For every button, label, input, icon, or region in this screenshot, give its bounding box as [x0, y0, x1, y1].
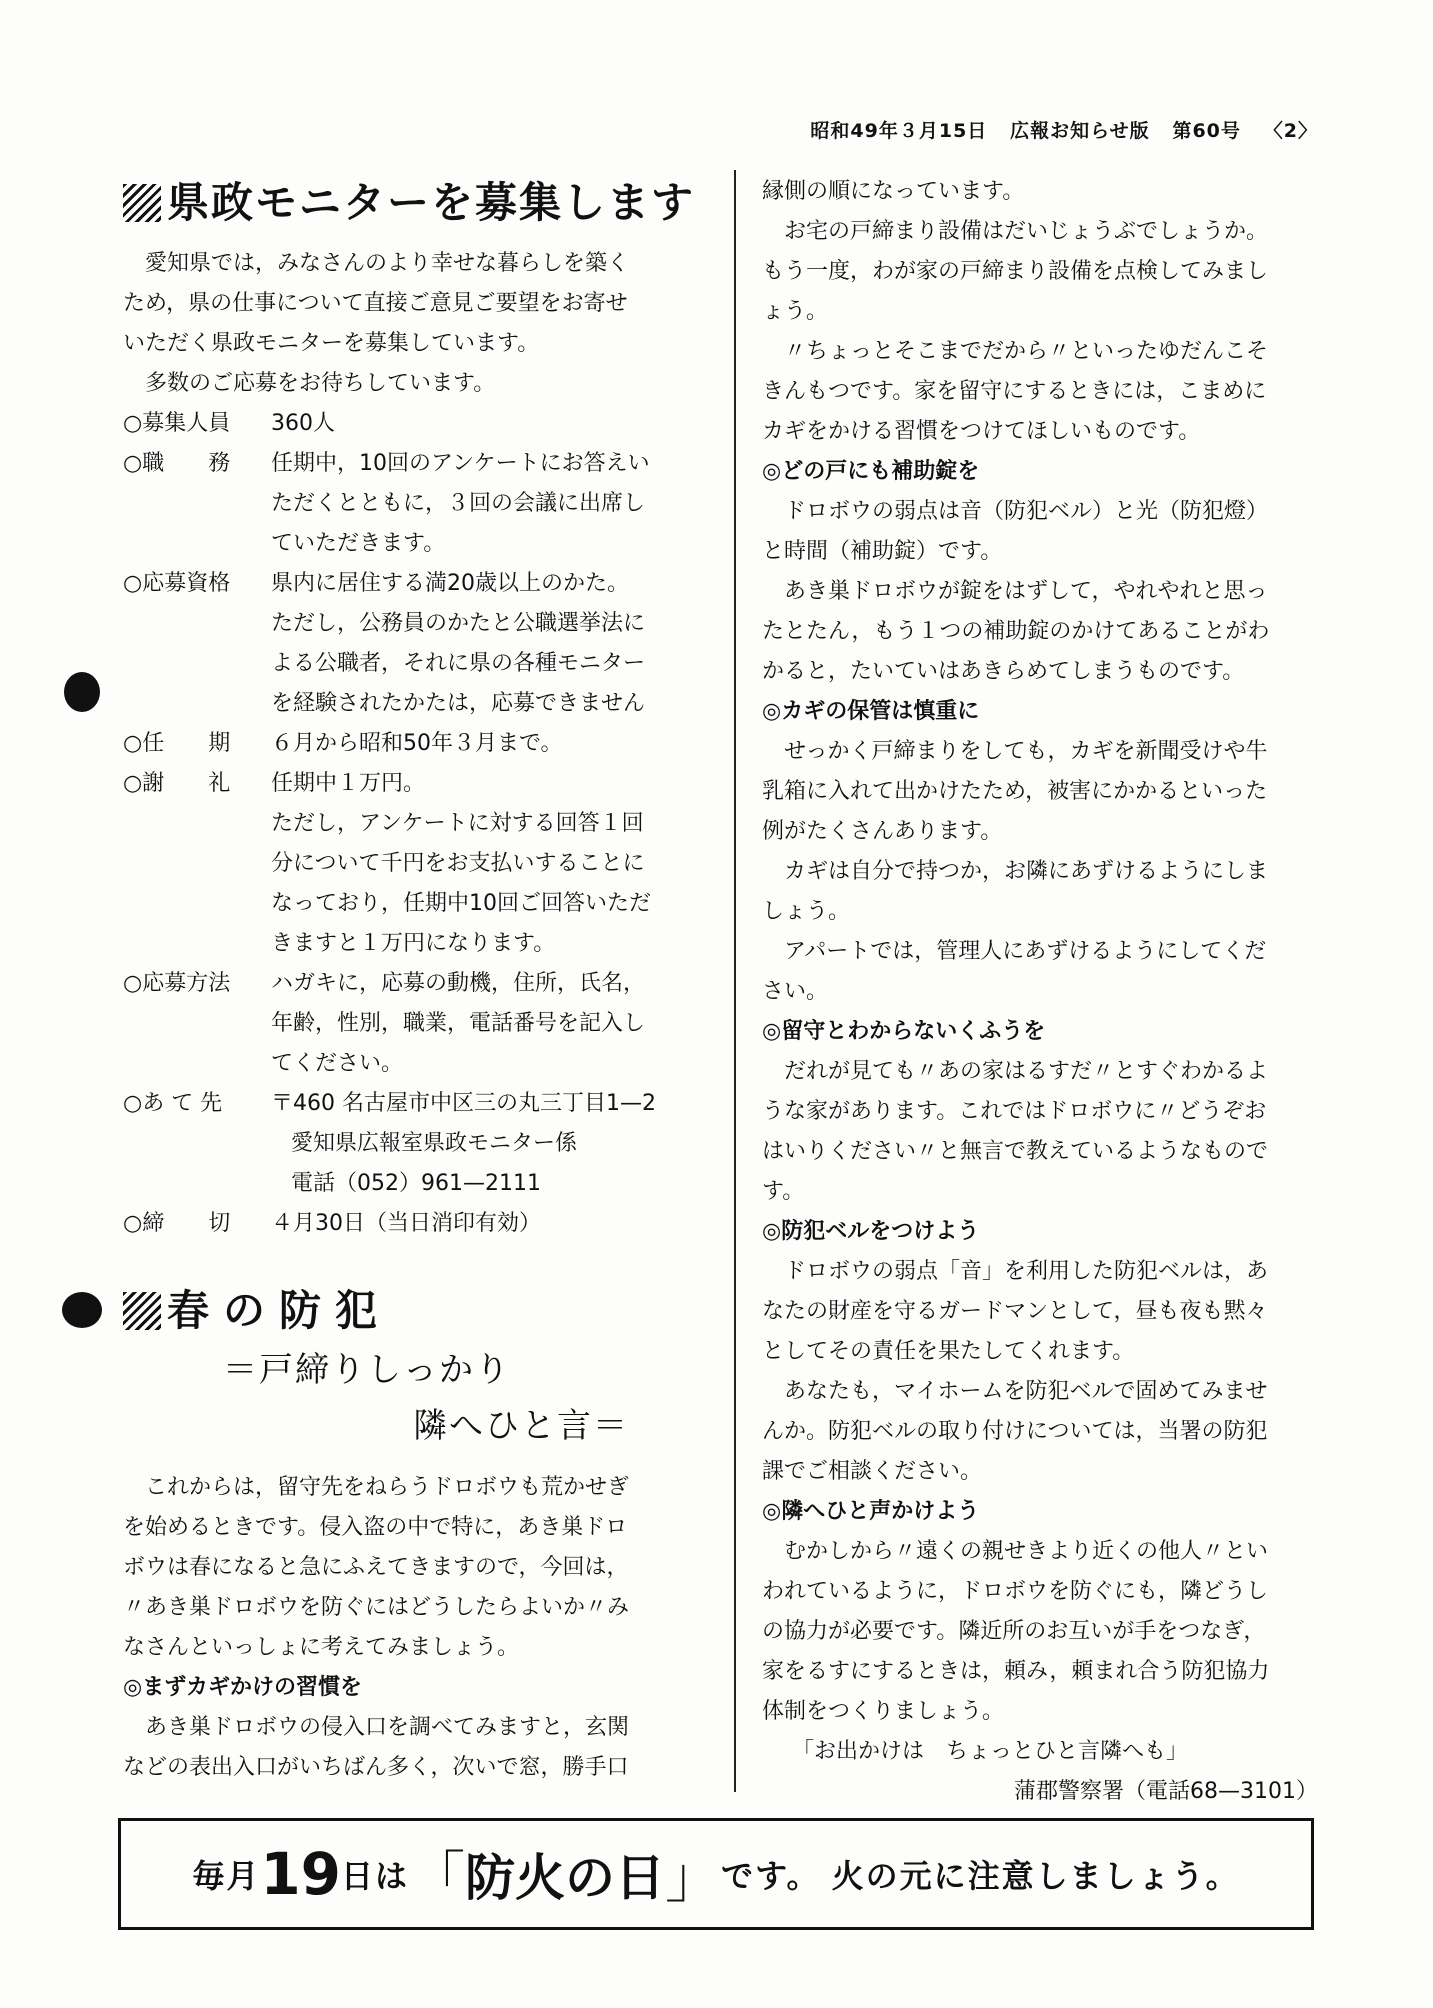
issue-number: 第60号	[1172, 120, 1241, 142]
crime-body-line: むかしから〃遠くの親せきより近くの他人〃とい	[784, 1539, 1269, 1564]
publication-name: 広報お知らせ版	[1010, 120, 1150, 142]
page-number: 〈2〉	[1263, 120, 1318, 142]
item-label: ○謝 礼	[123, 771, 231, 796]
banner-bracket-open: 「	[409, 1846, 466, 1911]
crime-body-line: あき巣ドロボウが錠をはずして，やれやれと思っ	[784, 579, 1268, 604]
crime-body-line: だれが見ても〃あの家はるすだ〃とすぐわかるよ	[784, 1059, 1269, 1084]
item-value: 愛知県広報室県政モニター係	[291, 1131, 578, 1156]
monitor-item	[123, 964, 705, 1084]
crime-slogan: 「お出かけは ちょっとひと言隣へも」	[792, 1739, 1189, 1764]
subhead-hide-absence: ◎留守とわからないくふうを	[762, 1019, 1046, 1044]
item-value: なっており，任期中10回ご回答いただ	[271, 891, 651, 916]
item-label: ○任 期	[123, 731, 231, 756]
item-value: ４月30日（当日消印有効）	[271, 1211, 541, 1236]
crime-body-line: たとたん，もう１つの補助錠のかけてあることがわ	[762, 619, 1270, 644]
monitor-section-title	[123, 172, 705, 234]
item-value: ハガキに，応募の動機，住所，氏名，	[271, 971, 646, 996]
monitor-intro-line: いただく県政モニターを募集しています。	[123, 331, 540, 356]
item-value: ただし，アンケートに対する回答１回	[271, 811, 644, 836]
banner-text: 日は	[341, 1857, 410, 1895]
monitor-intro-line: ため，県の仕事について直接ご意見ご要望をお寄せ	[123, 291, 628, 316]
crime-body-line: カギは自分で持つか，お隣にあずけるようにしま	[784, 859, 1269, 884]
subhead-aux-lock: ◎どの戸にも補助錠を	[762, 459, 980, 484]
hatch-icon	[123, 1292, 161, 1330]
banner-fire-day: 防火の日	[465, 1849, 666, 1907]
item-value: 360人	[271, 411, 335, 436]
item-value: 分について千円をお支払いすることに	[271, 851, 645, 876]
crime-tagline-1: ＝戸締りしっかり	[223, 1350, 511, 1390]
monitor-item	[123, 764, 705, 964]
crime-intro-line: ボウは春になると急にふえてきますので，今回は，	[123, 1555, 629, 1580]
right-column	[762, 172, 1338, 1812]
crime-body-line: と時間（補助錠）です。	[762, 539, 1003, 564]
item-label: ○あ て 先	[123, 1091, 223, 1116]
banner-text: です。	[721, 1857, 821, 1895]
banner-day-number: 19	[260, 1840, 342, 1908]
crime-body-line: などの表出入口がいちばん多く，次いで窓，勝手口	[123, 1755, 629, 1780]
subhead-neighbor: ◎隣へひと声かけよう	[762, 1499, 980, 1524]
crime-body-line: アパートでは，管理人にあずけるようにしてくだ	[784, 939, 1267, 964]
crime-body-line: あき巣ドロボウの侵入口を調べてみますと，玄関	[145, 1715, 630, 1740]
item-value: 任期中，10回のアンケートにお答えい	[271, 451, 650, 476]
crime-body-line: 乳箱に入れて出かけたため，被害にかかるといった	[762, 779, 1268, 804]
banner-text: 毎月	[192, 1857, 261, 1895]
subhead-key-habit: ◎まずカギかけの習慣を	[123, 1675, 362, 1700]
hatch-icon	[123, 184, 161, 222]
crime-body-line: あなたも，マイホームを防犯ベルで固めてみませ	[784, 1379, 1268, 1404]
monitor-intro2: 多数のご応募をお待ちしています。	[145, 371, 496, 396]
crime-body-line: しょう。	[762, 899, 851, 924]
monitor-item	[123, 724, 705, 764]
crime-body-line: うな家があります。これではドロボウに〃どうぞお	[762, 1099, 1267, 1124]
issue-date: 昭和49年３月15日	[810, 120, 988, 142]
crime-section-title	[123, 1280, 705, 1342]
crime-title-text: 春の防犯	[167, 1286, 392, 1335]
monitor-title-text: 県政モニターを募集します	[167, 178, 696, 227]
banner-warning: 火の元に注意しましょう。	[831, 1857, 1240, 1895]
item-label: ○応募資格	[123, 571, 231, 596]
item-value: よる公職者，それに県の各種モニター	[271, 651, 646, 676]
crime-body-line: 家をるすにするときは，頼み，頼まれ合う防犯協力	[762, 1659, 1270, 1684]
crime-intro-line: なさんといっしょに考えてみましょう。	[123, 1635, 520, 1660]
page-header	[810, 116, 1318, 143]
crime-body-line: カギをかける習慣をつけてほしいものです。	[762, 419, 1201, 444]
item-value: 任期中１万円。	[271, 771, 426, 796]
monitor-item	[123, 1084, 705, 1204]
crime-body-line: 課でご相談ください。	[762, 1459, 983, 1484]
monitor-item	[123, 564, 705, 724]
crime-body-line: もう一度，わが家の戸締まり設備を点検してみまし	[762, 259, 1269, 284]
crime-body-line: はいりください〃と無言で教えているようなもので	[762, 1139, 1269, 1164]
left-column	[123, 172, 705, 1788]
crime-body-line: きんもつです。家を留守にするときには，こまめに	[762, 379, 1267, 404]
crime-body-line: かると，たいていはあきらめてしまうものです。	[762, 659, 1245, 684]
item-label: ○締 切	[123, 1211, 231, 1236]
crime-body-line: 縁側の順になっています。	[762, 179, 1025, 204]
crime-body-line: 例がたくさんあります。	[762, 819, 1003, 844]
crime-intro-line: これからは，留守先をねらうドロボウも荒かせぎ	[145, 1475, 630, 1500]
police-signoff: 蒲郡警察署（電話68—3101）	[1014, 1779, 1318, 1804]
item-value: を経験されたかたは，応募できません	[271, 691, 646, 716]
crime-body-line: としてその責任を果たしてくれます。	[762, 1339, 1135, 1364]
crime-body-line: ドロボウの弱点「音」を利用した防犯ベルは，あ	[784, 1259, 1269, 1284]
item-value: 年齢，性別，職業，電話番号を記入し	[271, 1011, 646, 1036]
banner-bracket-close: 」	[665, 1846, 722, 1911]
item-value: 県内に居住する満20歳以上のかた。	[271, 571, 629, 596]
item-value: てください。	[271, 1051, 404, 1076]
crime-body-line: われているように，ドロボウを防ぐにも，隣どうし	[762, 1579, 1269, 1604]
monitor-intro-line: 愛知県では，みなさんのより幸せな暮らしを築く	[145, 251, 630, 276]
crime-body-line: ドロボウの弱点は音（防犯ベル）と光（防犯燈）	[784, 499, 1269, 524]
item-label: ○応募方法	[123, 971, 231, 996]
crime-body-line: ょう。	[762, 299, 829, 324]
monitor-item	[123, 404, 705, 444]
ink-spot	[62, 1292, 102, 1328]
column-divider	[734, 170, 736, 1792]
item-label: ○募集人員	[123, 411, 231, 436]
fire-prevention-banner	[118, 1818, 1314, 1930]
monitor-item	[123, 444, 705, 564]
ink-spot	[64, 672, 100, 712]
item-value: ただくとともに，３回の会議に出席し	[271, 491, 646, 516]
item-label: ○職 務	[123, 451, 231, 476]
crime-body-line: お宅の戸締まり設備はだいじょうぶでしょうか。	[784, 219, 1269, 244]
crime-body-line: の協力が必要です。隣近所のお互いが手をつなぎ，	[762, 1619, 1266, 1644]
item-value: ていただきます。	[271, 531, 446, 556]
subhead-alarm-bell: ◎防犯ベルをつけよう	[762, 1219, 980, 1244]
item-value: ６月から昭和50年３月まで。	[271, 731, 563, 756]
crime-body-line: せっかく戸締まりをしても，カギを新聞受けや牛	[784, 739, 1268, 764]
crime-body-line: さい。	[762, 979, 829, 1004]
crime-body-line: んか。防犯ベルの取り付けについては，当署の防犯	[762, 1419, 1268, 1444]
item-value: 電話（052）961—2111	[291, 1171, 541, 1196]
item-value: ただし，公務員のかたと公職選挙法に	[271, 611, 646, 636]
crime-body-line: 体制をつくりましょう。	[762, 1699, 1005, 1724]
monitor-item	[123, 1204, 705, 1244]
subhead-key-storage: ◎カギの保管は慎重に	[762, 699, 980, 724]
crime-intro-line: を始めるときです。侵入盗の中で特に，あき巣ドロ	[123, 1515, 628, 1540]
crime-intro-line: 〃あき巣ドロボウを防ぐにはどうしたらよいか〃み	[123, 1595, 630, 1620]
item-value: きますと１万円になります。	[271, 931, 556, 956]
crime-body-line: す。	[762, 1179, 805, 1204]
crime-body-line: 〃ちょっとそこまでだから〃といったゆだんこそ	[784, 339, 1269, 364]
crime-body-line: なたの財産を守るガードマンとして，昼も夜も黙々	[762, 1299, 1268, 1324]
crime-tagline-2: 隣へひと言＝	[413, 1406, 629, 1446]
item-value: 〒460 名古屋市中区三の丸三丁目1—2	[271, 1091, 656, 1116]
